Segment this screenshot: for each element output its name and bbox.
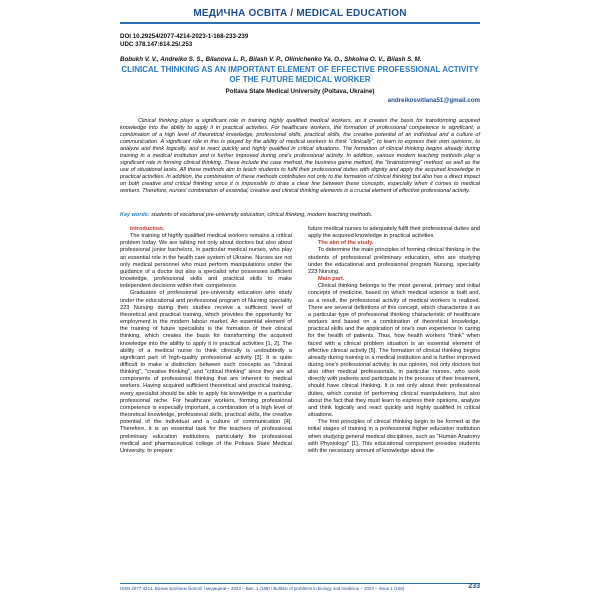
section-heading-aim: The aim of the study.	[318, 240, 374, 247]
doi: DOI 10.29254/2077-4214-2023-1-168-233-239	[120, 33, 249, 40]
article-title: CLINICAL THINKING AS AN IMPORTANT ELEMENT OF EFFECTIVE PROFESSIONAL ACTIVITY OF THE FUTURE MEDICAL WORKER	[121, 65, 479, 84]
affiliation: Poltava State Medical University (Poltava, Ukraine)	[225, 88, 375, 95]
paragraph: Clinical thinking belongs to the most general, primary and initial concepts of medicine, based on which medical science is built and, as a result, the professional activity of medical workers is realized. There are several definitions of this concept, which characterize it as a particular type of professional thinking characteristic of healthcare workers and based on a combination of theoretical knowledge, practical skills and the application of one's own experience in caring for the health of patients. Thus, how health workers "think" when faced with a clinical problem situation is an essential element of effective clinical activity [5]. The formation of clinical thinking begins already during training in a medical institution and is further improved during one's professional activity. In our opinion, not only doctors but also other medical professionals, in particular nurses, who work directly with patients and participate in the process of their treatment, should have clinical thinking. It is not only about their professional duties, which consist of performing clinical manipulations, but also about the fact that they must learn to express their opinions, analyze and think logically and react quickly and highly qualified in critical situations.	[308, 283, 480, 419]
paragraph: To determine the main principles of forming clinical thinking in the students of professional preliminary education, who are studying under the educational and professional program Nursing, speciality 223 Nursing.	[308, 247, 480, 275]
left-column	[120, 226, 292, 455]
paragraph: The training of highly qualified medical workers remains a critical problem today. We are talking not only about doctors but also about professional junior bachelors, in particular medical nurses, who play an essential role in the health care system of Ukraine. Nurses are not only medical personnel who must perform manipulations under the guidance of a doctor but also a specialist who possesses sufficient knowledge, professional skills and practical skills to make independent decisions within their competence.	[120, 233, 292, 290]
page-number: 233	[468, 583, 480, 590]
header-rule	[120, 22, 480, 24]
footer-rule	[120, 583, 480, 584]
keywords-text: students of vocational pre-university education, clinical thinking, modern teaching methods.	[151, 212, 373, 218]
footer-citation: ISSN 2077-4214. Вісник проблем біології і медицини – 2023 – Вип. 1 (168) / Bulletin of problems in biology and medicine – 2023 – Issue 1 (168)	[120, 586, 405, 591]
section-heading-introduction: Introduction.	[130, 226, 165, 232]
udc: UDC 378.147:614.25/.253	[120, 41, 193, 48]
paragraph: future medical nurses to adequately fulfil their professional duties and apply the acquired knowledge in practical activities.	[308, 226, 480, 240]
section-heading-main: Main part.	[318, 276, 345, 283]
paragraph: The first principles of clinical thinking begin to be formed at the initial stages of training in a professional higher education institution when studying general medical disciplines, such as "Human Anatomy with Physiology" [1]. This educational component provides students with the necessary amount of knowledge about the	[308, 419, 480, 454]
keywords	[120, 212, 480, 219]
email-link[interactable]: andreikosvitlana51@gmail.com	[387, 97, 480, 104]
right-column	[308, 226, 480, 455]
paragraph: Graduates of professional pre-university education who study under the educational and professional program of Nursing speciality 223 Nursing during their studies receive a sufficient level of theoretical and practical training, which provides the opportunity for employment in the modern labour market. An essential element of the training of future specialists is the formation of their clinical thinking, which creates the basis for transforming the acquired knowledge into the ability to apply it in practical activities [1, 2]. The ability of a medical nurse to think clinically is undoubtedly a significant part of high-quality professional activity [3]. It is quite difficult to make a distinction between such concepts as "clinical thinking", "creative thinking", and "critical thinking" since they are all components of professional thinking that are inherent to medical workers. Having acquired sufficient theoretical and practical training, every specialist should be able to apply his knowledge in a particular professional niche. For healthcare workers, forming professional competence is especially important, a combination of a high level of theoretical knowledge, professional skills, practical skills, the creative potential of the individual and a culture of communication [4]. Therefore, it is an essential task for the teachers of professional preliminary education institutions, particularly the professional medical and pharmaceutical college of the Poltava State Medical University, to prepare	[120, 290, 292, 454]
abstract: Clinical thinking plays a significant role in training highly qualified medical workers, as it creates the basis for transforming acquired knowledge into the ability to apply it in practical activities. For healthcare workers, the formation of professional competence is significant, a combination of a high level of theoretical knowledge, professional skills, practical skills, the creative potential of an individual and a culture of communication. A significant role in this is played by the ability of medical workers to think "clinically", to learn to express their own opinions, to analyze and think logically, and to react quickly and highly qualified in critical situations. The formation of clinical thinking begins already during training in a medical institution and is further improved during one's professional activity. In addition, various modern teaching methods play a significant role in forming clinical thinking. These include the case method, the business game method, the "brainstorming" method, as well as the use of situational tasks. All these methods aim to teach students to fulfil their professional duties with dignity and apply the acquired knowledge in practical activities. In addition, the combination of these methods contributes not only to the formation of clinical thinking but also has a direct impact on both creative and critical thinking since it is impossible to draw a clear line between these concepts, especially when it comes to medical workers. Therefore, nurses' combination of essential, creative and clinical thinking elements is a crucial element of effective professional activity.	[120, 118, 480, 194]
journal-header: МЕДИЧНА ОСВІТА / MEDICAL EDUCATION	[193, 8, 407, 19]
keywords-label: Key words:	[120, 212, 150, 218]
authors: Bobukh V. V., Andreiko S. S., Bilanova L. P., Bilash V. P., Oliinichenko Ya. O., Shkolna O. V., Bilash S. M.	[120, 56, 422, 63]
